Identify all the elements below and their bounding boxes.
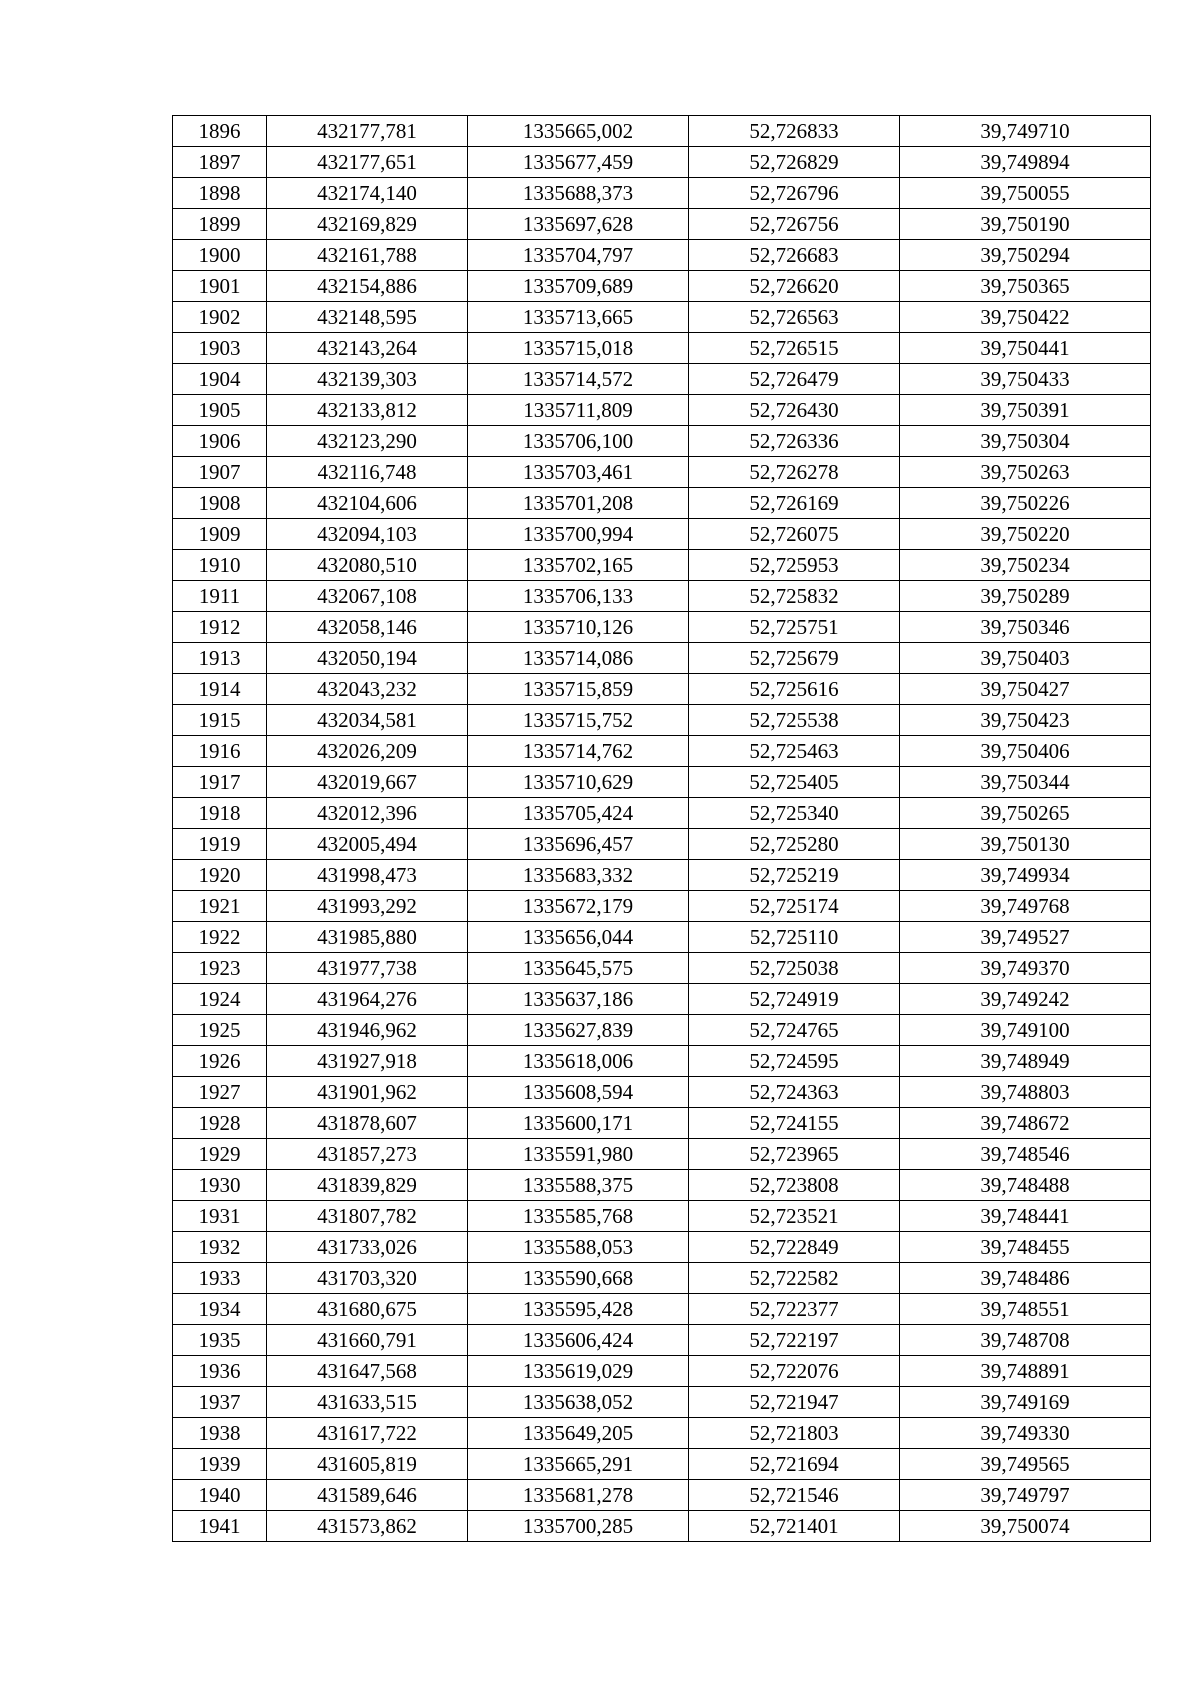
latitude-cell: 52,725174	[689, 891, 900, 922]
x-coordinate-cell: 431660,791	[267, 1325, 468, 1356]
table-row	[173, 178, 1151, 209]
point-number-cell: 1904	[173, 364, 267, 395]
coordinates-table-body	[173, 116, 1151, 1542]
latitude-cell: 52,725405	[689, 767, 900, 798]
latitude-cell: 52,725832	[689, 581, 900, 612]
y-coordinate-cell: 1335697,628	[468, 209, 689, 240]
table-row	[173, 271, 1151, 302]
y-coordinate-cell: 1335702,165	[468, 550, 689, 581]
x-coordinate-cell: 432067,108	[267, 581, 468, 612]
y-coordinate-cell: 1335585,768	[468, 1201, 689, 1232]
y-coordinate-cell: 1335649,205	[468, 1418, 689, 1449]
x-coordinate-cell: 431985,880	[267, 922, 468, 953]
latitude-cell: 52,724363	[689, 1077, 900, 1108]
x-coordinate-cell: 432161,788	[267, 240, 468, 271]
x-coordinate-cell: 431839,829	[267, 1170, 468, 1201]
table-row	[173, 798, 1151, 829]
longitude-cell: 39,749100	[900, 1015, 1151, 1046]
x-coordinate-cell: 431605,819	[267, 1449, 468, 1480]
latitude-cell: 52,721803	[689, 1418, 900, 1449]
table-row	[173, 736, 1151, 767]
y-coordinate-cell: 1335714,086	[468, 643, 689, 674]
longitude-cell: 39,750433	[900, 364, 1151, 395]
table-row	[173, 550, 1151, 581]
table-row	[173, 984, 1151, 1015]
longitude-cell: 39,750406	[900, 736, 1151, 767]
latitude-cell: 52,726075	[689, 519, 900, 550]
x-coordinate-cell: 432104,606	[267, 488, 468, 519]
longitude-cell: 39,748546	[900, 1139, 1151, 1170]
latitude-cell: 52,725038	[689, 953, 900, 984]
table-row	[173, 1449, 1151, 1480]
point-number-cell: 1926	[173, 1046, 267, 1077]
x-coordinate-cell: 432154,886	[267, 271, 468, 302]
x-coordinate-cell: 431901,962	[267, 1077, 468, 1108]
point-number-cell: 1910	[173, 550, 267, 581]
x-coordinate-cell: 432050,194	[267, 643, 468, 674]
longitude-cell: 39,750403	[900, 643, 1151, 674]
latitude-cell: 52,722197	[689, 1325, 900, 1356]
table-row	[173, 767, 1151, 798]
table-row	[173, 1170, 1151, 1201]
longitude-cell: 39,749565	[900, 1449, 1151, 1480]
y-coordinate-cell: 1335704,797	[468, 240, 689, 271]
y-coordinate-cell: 1335703,461	[468, 457, 689, 488]
point-number-cell: 1897	[173, 147, 267, 178]
longitude-cell: 39,750055	[900, 178, 1151, 209]
x-coordinate-cell: 431998,473	[267, 860, 468, 891]
x-coordinate-cell: 431807,782	[267, 1201, 468, 1232]
table-row	[173, 581, 1151, 612]
table-row	[173, 674, 1151, 705]
point-number-cell: 1918	[173, 798, 267, 829]
y-coordinate-cell: 1335656,044	[468, 922, 689, 953]
x-coordinate-cell: 432058,146	[267, 612, 468, 643]
table-row	[173, 705, 1151, 736]
point-number-cell: 1916	[173, 736, 267, 767]
longitude-cell: 39,748803	[900, 1077, 1151, 1108]
y-coordinate-cell: 1335590,668	[468, 1263, 689, 1294]
longitude-cell: 39,749169	[900, 1387, 1151, 1418]
point-number-cell: 1924	[173, 984, 267, 1015]
point-number-cell: 1913	[173, 643, 267, 674]
point-number-cell: 1936	[173, 1356, 267, 1387]
longitude-cell: 39,748486	[900, 1263, 1151, 1294]
point-number-cell: 1901	[173, 271, 267, 302]
table-row	[173, 922, 1151, 953]
y-coordinate-cell: 1335700,285	[468, 1511, 689, 1542]
table-row	[173, 1201, 1151, 1232]
point-number-cell: 1933	[173, 1263, 267, 1294]
longitude-cell: 39,750234	[900, 550, 1151, 581]
x-coordinate-cell: 431927,918	[267, 1046, 468, 1077]
latitude-cell: 52,726430	[689, 395, 900, 426]
table-row	[173, 1294, 1151, 1325]
longitude-cell: 39,748891	[900, 1356, 1151, 1387]
longitude-cell: 39,749768	[900, 891, 1151, 922]
point-number-cell: 1905	[173, 395, 267, 426]
y-coordinate-cell: 1335619,029	[468, 1356, 689, 1387]
latitude-cell: 52,725953	[689, 550, 900, 581]
point-number-cell: 1909	[173, 519, 267, 550]
latitude-cell: 52,726278	[689, 457, 900, 488]
longitude-cell: 39,748455	[900, 1232, 1151, 1263]
table-row	[173, 147, 1151, 178]
x-coordinate-cell: 432019,667	[267, 767, 468, 798]
y-coordinate-cell: 1335600,171	[468, 1108, 689, 1139]
x-coordinate-cell: 432080,510	[267, 550, 468, 581]
y-coordinate-cell: 1335681,278	[468, 1480, 689, 1511]
longitude-cell: 39,750130	[900, 829, 1151, 860]
point-number-cell: 1931	[173, 1201, 267, 1232]
x-coordinate-cell: 431878,607	[267, 1108, 468, 1139]
table-row	[173, 1511, 1151, 1542]
y-coordinate-cell: 1335714,762	[468, 736, 689, 767]
longitude-cell: 39,748551	[900, 1294, 1151, 1325]
longitude-cell: 39,750265	[900, 798, 1151, 829]
table-row	[173, 457, 1151, 488]
longitude-cell: 39,750190	[900, 209, 1151, 240]
longitude-cell: 39,749370	[900, 953, 1151, 984]
x-coordinate-cell: 432148,595	[267, 302, 468, 333]
table-row	[173, 116, 1151, 147]
point-number-cell: 1923	[173, 953, 267, 984]
y-coordinate-cell: 1335715,859	[468, 674, 689, 705]
table-row	[173, 1325, 1151, 1356]
x-coordinate-cell: 432133,812	[267, 395, 468, 426]
y-coordinate-cell: 1335638,052	[468, 1387, 689, 1418]
point-number-cell: 1927	[173, 1077, 267, 1108]
point-number-cell: 1941	[173, 1511, 267, 1542]
longitude-cell: 39,749527	[900, 922, 1151, 953]
point-number-cell: 1917	[173, 767, 267, 798]
x-coordinate-cell: 432177,651	[267, 147, 468, 178]
point-number-cell: 1939	[173, 1449, 267, 1480]
point-number-cell: 1920	[173, 860, 267, 891]
x-coordinate-cell: 432116,748	[267, 457, 468, 488]
x-coordinate-cell: 431946,962	[267, 1015, 468, 1046]
longitude-cell: 39,750365	[900, 271, 1151, 302]
table-row	[173, 395, 1151, 426]
latitude-cell: 52,726796	[689, 178, 900, 209]
latitude-cell: 52,726169	[689, 488, 900, 519]
longitude-cell: 39,749894	[900, 147, 1151, 178]
longitude-cell: 39,750074	[900, 1511, 1151, 1542]
y-coordinate-cell: 1335696,457	[468, 829, 689, 860]
table-row	[173, 1139, 1151, 1170]
latitude-cell: 52,724765	[689, 1015, 900, 1046]
y-coordinate-cell: 1335606,424	[468, 1325, 689, 1356]
longitude-cell: 39,750427	[900, 674, 1151, 705]
point-number-cell: 1896	[173, 116, 267, 147]
coordinates-table	[172, 115, 1151, 1542]
x-coordinate-cell: 432169,829	[267, 209, 468, 240]
y-coordinate-cell: 1335713,665	[468, 302, 689, 333]
longitude-cell: 39,749330	[900, 1418, 1151, 1449]
x-coordinate-cell: 432143,264	[267, 333, 468, 364]
x-coordinate-cell: 432026,209	[267, 736, 468, 767]
longitude-cell: 39,749710	[900, 116, 1151, 147]
table-row	[173, 860, 1151, 891]
y-coordinate-cell: 1335701,208	[468, 488, 689, 519]
table-row	[173, 612, 1151, 643]
latitude-cell: 52,722076	[689, 1356, 900, 1387]
latitude-cell: 52,725280	[689, 829, 900, 860]
table-row	[173, 1108, 1151, 1139]
longitude-cell: 39,750289	[900, 581, 1151, 612]
latitude-cell: 52,721401	[689, 1511, 900, 1542]
latitude-cell: 52,726479	[689, 364, 900, 395]
point-number-cell: 1937	[173, 1387, 267, 1418]
point-number-cell: 1911	[173, 581, 267, 612]
x-coordinate-cell: 432177,781	[267, 116, 468, 147]
latitude-cell: 52,726620	[689, 271, 900, 302]
latitude-cell: 52,723521	[689, 1201, 900, 1232]
point-number-cell: 1929	[173, 1139, 267, 1170]
y-coordinate-cell: 1335618,006	[468, 1046, 689, 1077]
longitude-cell: 39,749934	[900, 860, 1151, 891]
y-coordinate-cell: 1335595,428	[468, 1294, 689, 1325]
y-coordinate-cell: 1335705,424	[468, 798, 689, 829]
longitude-cell: 39,750344	[900, 767, 1151, 798]
point-number-cell: 1932	[173, 1232, 267, 1263]
y-coordinate-cell: 1335588,053	[468, 1232, 689, 1263]
y-coordinate-cell: 1335665,002	[468, 116, 689, 147]
table-row	[173, 829, 1151, 860]
longitude-cell: 39,750226	[900, 488, 1151, 519]
x-coordinate-cell: 432012,396	[267, 798, 468, 829]
table-row	[173, 364, 1151, 395]
point-number-cell: 1903	[173, 333, 267, 364]
y-coordinate-cell: 1335588,375	[468, 1170, 689, 1201]
latitude-cell: 52,723808	[689, 1170, 900, 1201]
point-number-cell: 1928	[173, 1108, 267, 1139]
longitude-cell: 39,750220	[900, 519, 1151, 550]
longitude-cell: 39,750422	[900, 302, 1151, 333]
point-number-cell: 1921	[173, 891, 267, 922]
y-coordinate-cell: 1335665,291	[468, 1449, 689, 1480]
table-row	[173, 1387, 1151, 1418]
latitude-cell: 52,725340	[689, 798, 900, 829]
point-number-cell: 1915	[173, 705, 267, 736]
latitude-cell: 52,722849	[689, 1232, 900, 1263]
latitude-cell: 52,725219	[689, 860, 900, 891]
table-row	[173, 643, 1151, 674]
table-row	[173, 240, 1151, 271]
latitude-cell: 52,726515	[689, 333, 900, 364]
x-coordinate-cell: 432139,303	[267, 364, 468, 395]
latitude-cell: 52,722377	[689, 1294, 900, 1325]
y-coordinate-cell: 1335672,179	[468, 891, 689, 922]
latitude-cell: 52,725538	[689, 705, 900, 736]
y-coordinate-cell: 1335637,186	[468, 984, 689, 1015]
latitude-cell: 52,725679	[689, 643, 900, 674]
point-number-cell: 1898	[173, 178, 267, 209]
point-number-cell: 1906	[173, 426, 267, 457]
longitude-cell: 39,750346	[900, 612, 1151, 643]
y-coordinate-cell: 1335714,572	[468, 364, 689, 395]
y-coordinate-cell: 1335591,980	[468, 1139, 689, 1170]
table-row	[173, 302, 1151, 333]
longitude-cell: 39,750304	[900, 426, 1151, 457]
x-coordinate-cell: 431633,515	[267, 1387, 468, 1418]
point-number-cell: 1925	[173, 1015, 267, 1046]
table-row	[173, 891, 1151, 922]
x-coordinate-cell: 432034,581	[267, 705, 468, 736]
table-row	[173, 1480, 1151, 1511]
table-row	[173, 209, 1151, 240]
latitude-cell: 52,726829	[689, 147, 900, 178]
table-row	[173, 1232, 1151, 1263]
table-row	[173, 1356, 1151, 1387]
point-number-cell: 1930	[173, 1170, 267, 1201]
latitude-cell: 52,725110	[689, 922, 900, 953]
table-row	[173, 426, 1151, 457]
latitude-cell: 52,726833	[689, 116, 900, 147]
longitude-cell: 39,748949	[900, 1046, 1151, 1077]
latitude-cell: 52,721546	[689, 1480, 900, 1511]
latitude-cell: 52,724155	[689, 1108, 900, 1139]
point-number-cell: 1922	[173, 922, 267, 953]
longitude-cell: 39,750423	[900, 705, 1151, 736]
table-row	[173, 1077, 1151, 1108]
x-coordinate-cell: 432094,103	[267, 519, 468, 550]
y-coordinate-cell: 1335700,994	[468, 519, 689, 550]
x-coordinate-cell: 431733,026	[267, 1232, 468, 1263]
point-number-cell: 1907	[173, 457, 267, 488]
latitude-cell: 52,722582	[689, 1263, 900, 1294]
x-coordinate-cell: 431617,722	[267, 1418, 468, 1449]
longitude-cell: 39,748488	[900, 1170, 1151, 1201]
x-coordinate-cell: 431573,862	[267, 1511, 468, 1542]
x-coordinate-cell: 432123,290	[267, 426, 468, 457]
table-row	[173, 488, 1151, 519]
x-coordinate-cell: 431993,292	[267, 891, 468, 922]
y-coordinate-cell: 1335715,018	[468, 333, 689, 364]
x-coordinate-cell: 431977,738	[267, 953, 468, 984]
longitude-cell: 39,748672	[900, 1108, 1151, 1139]
longitude-cell: 39,748708	[900, 1325, 1151, 1356]
x-coordinate-cell: 431589,646	[267, 1480, 468, 1511]
y-coordinate-cell: 1335711,809	[468, 395, 689, 426]
point-number-cell: 1938	[173, 1418, 267, 1449]
latitude-cell: 52,726683	[689, 240, 900, 271]
latitude-cell: 52,721947	[689, 1387, 900, 1418]
y-coordinate-cell: 1335677,459	[468, 147, 689, 178]
latitude-cell: 52,723965	[689, 1139, 900, 1170]
y-coordinate-cell: 1335710,126	[468, 612, 689, 643]
longitude-cell: 39,750391	[900, 395, 1151, 426]
y-coordinate-cell: 1335710,629	[468, 767, 689, 798]
table-row	[173, 333, 1151, 364]
y-coordinate-cell: 1335715,752	[468, 705, 689, 736]
point-number-cell: 1899	[173, 209, 267, 240]
latitude-cell: 52,726756	[689, 209, 900, 240]
point-number-cell: 1919	[173, 829, 267, 860]
latitude-cell: 52,726336	[689, 426, 900, 457]
y-coordinate-cell: 1335706,100	[468, 426, 689, 457]
y-coordinate-cell: 1335688,373	[468, 178, 689, 209]
longitude-cell: 39,749797	[900, 1480, 1151, 1511]
y-coordinate-cell: 1335627,839	[468, 1015, 689, 1046]
table-row	[173, 953, 1151, 984]
x-coordinate-cell: 431680,675	[267, 1294, 468, 1325]
longitude-cell: 39,750294	[900, 240, 1151, 271]
y-coordinate-cell: 1335706,133	[468, 581, 689, 612]
y-coordinate-cell: 1335709,689	[468, 271, 689, 302]
latitude-cell: 52,725751	[689, 612, 900, 643]
latitude-cell: 52,721694	[689, 1449, 900, 1480]
x-coordinate-cell: 432174,140	[267, 178, 468, 209]
table-row	[173, 1046, 1151, 1077]
longitude-cell: 39,750441	[900, 333, 1151, 364]
x-coordinate-cell: 432005,494	[267, 829, 468, 860]
longitude-cell: 39,750263	[900, 457, 1151, 488]
latitude-cell: 52,726563	[689, 302, 900, 333]
x-coordinate-cell: 431857,273	[267, 1139, 468, 1170]
x-coordinate-cell: 431647,568	[267, 1356, 468, 1387]
x-coordinate-cell: 431703,320	[267, 1263, 468, 1294]
latitude-cell: 52,725463	[689, 736, 900, 767]
latitude-cell: 52,725616	[689, 674, 900, 705]
point-number-cell: 1940	[173, 1480, 267, 1511]
longitude-cell: 39,748441	[900, 1201, 1151, 1232]
latitude-cell: 52,724595	[689, 1046, 900, 1077]
point-number-cell: 1934	[173, 1294, 267, 1325]
table-row	[173, 1263, 1151, 1294]
table-row	[173, 1418, 1151, 1449]
table-row	[173, 1015, 1151, 1046]
point-number-cell: 1912	[173, 612, 267, 643]
y-coordinate-cell: 1335608,594	[468, 1077, 689, 1108]
y-coordinate-cell: 1335645,575	[468, 953, 689, 984]
y-coordinate-cell: 1335683,332	[468, 860, 689, 891]
point-number-cell: 1900	[173, 240, 267, 271]
point-number-cell: 1902	[173, 302, 267, 333]
point-number-cell: 1914	[173, 674, 267, 705]
longitude-cell: 39,749242	[900, 984, 1151, 1015]
point-number-cell: 1908	[173, 488, 267, 519]
latitude-cell: 52,724919	[689, 984, 900, 1015]
x-coordinate-cell: 431964,276	[267, 984, 468, 1015]
point-number-cell: 1935	[173, 1325, 267, 1356]
table-row	[173, 519, 1151, 550]
x-coordinate-cell: 432043,232	[267, 674, 468, 705]
